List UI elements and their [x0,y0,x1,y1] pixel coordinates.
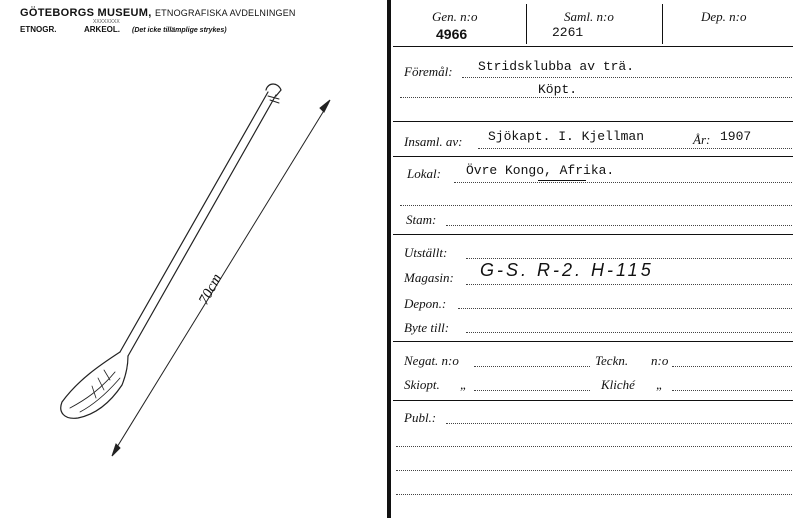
ar-label: År: [693,132,711,147]
lokal-line [454,182,792,183]
kliche-line [672,390,792,391]
dep-label: Dep. n:o [701,9,747,24]
publ-line-4 [396,494,792,495]
negat-label: Negat. n:o [404,353,459,368]
gen-label: Gen. n:o [432,9,478,24]
utstallt-label: Utställt: [404,245,448,260]
skiopt-line [474,390,590,391]
rule-5 [393,400,793,401]
publ-line-3 [396,470,792,471]
museum-name: GÖTEBORGS MUSEUM, [20,7,152,19]
skiopt-ditto: „ [460,377,468,392]
rule-2 [393,156,793,157]
lokal-value: Övre Kongo, Afrika. [466,163,615,178]
byte-label: Byte till: [404,320,450,335]
lokal-label: Lokal: [407,166,441,181]
saml-value: 2261 [552,25,584,40]
department-name: ETNOGRAFISKA AVDELNINGEN [154,8,296,18]
teckn-line [672,366,792,367]
measure-label: 70cm [196,271,226,308]
stam-line [446,225,792,226]
saml-label: Saml. n:o [564,9,614,24]
rule-4 [393,341,793,342]
struck-text: XXXXXXXX [93,19,120,25]
col-divider-1 [526,4,527,44]
gen-value: 4966 [436,26,468,42]
insaml-value: Sjökapt. I. Kjellman [488,129,645,144]
foremal-value-2: Köpt. [538,82,578,97]
publ-line-1 [446,423,792,424]
arkeol-label: ARKEOL. [84,25,120,34]
kongo-underline [538,180,586,181]
rule-3 [393,234,793,235]
depon-line [458,308,792,309]
foremal-line [462,77,792,78]
utstallt-line [466,258,792,259]
foremal-line-2 [400,97,792,98]
etnogr-label: ETNOGR. [20,25,57,34]
col-divider-2 [662,4,663,44]
war-club-sketch [61,84,281,418]
stam-label: Stam: [406,212,437,227]
foremal-value: Stridsklubba av trä. [478,59,635,74]
publ-line-2 [396,446,792,447]
skiopt-label: Skiopt. [404,377,440,392]
header-rule [393,46,793,47]
byte-line [466,332,792,333]
publ-label: Publ.: [404,410,437,425]
negat-line [474,366,590,367]
rule-1 [393,121,793,122]
ar-value: 1907 [720,129,752,144]
magasin-label: Magasin: [404,270,454,285]
lokal-line-2 [400,205,792,206]
magasin-value: G-S. R-2. H-115 [480,260,654,280]
teckn-label: Teckn. [595,353,629,368]
card-divider [387,0,391,518]
depon-label: Depon.: [404,296,447,311]
magasin-line [466,284,792,285]
insaml-label: Insaml. av: [404,134,463,149]
foremal-label: Föremål: [404,64,453,79]
kliche-label: Kliché [601,377,635,392]
kliche-ditto: „ [656,377,664,392]
strike-note: (Det icke tillämplige strykes) [132,27,227,34]
club-drawing [0,0,388,518]
teckn-no-label: n:o [651,353,669,368]
insaml-line [478,148,792,149]
